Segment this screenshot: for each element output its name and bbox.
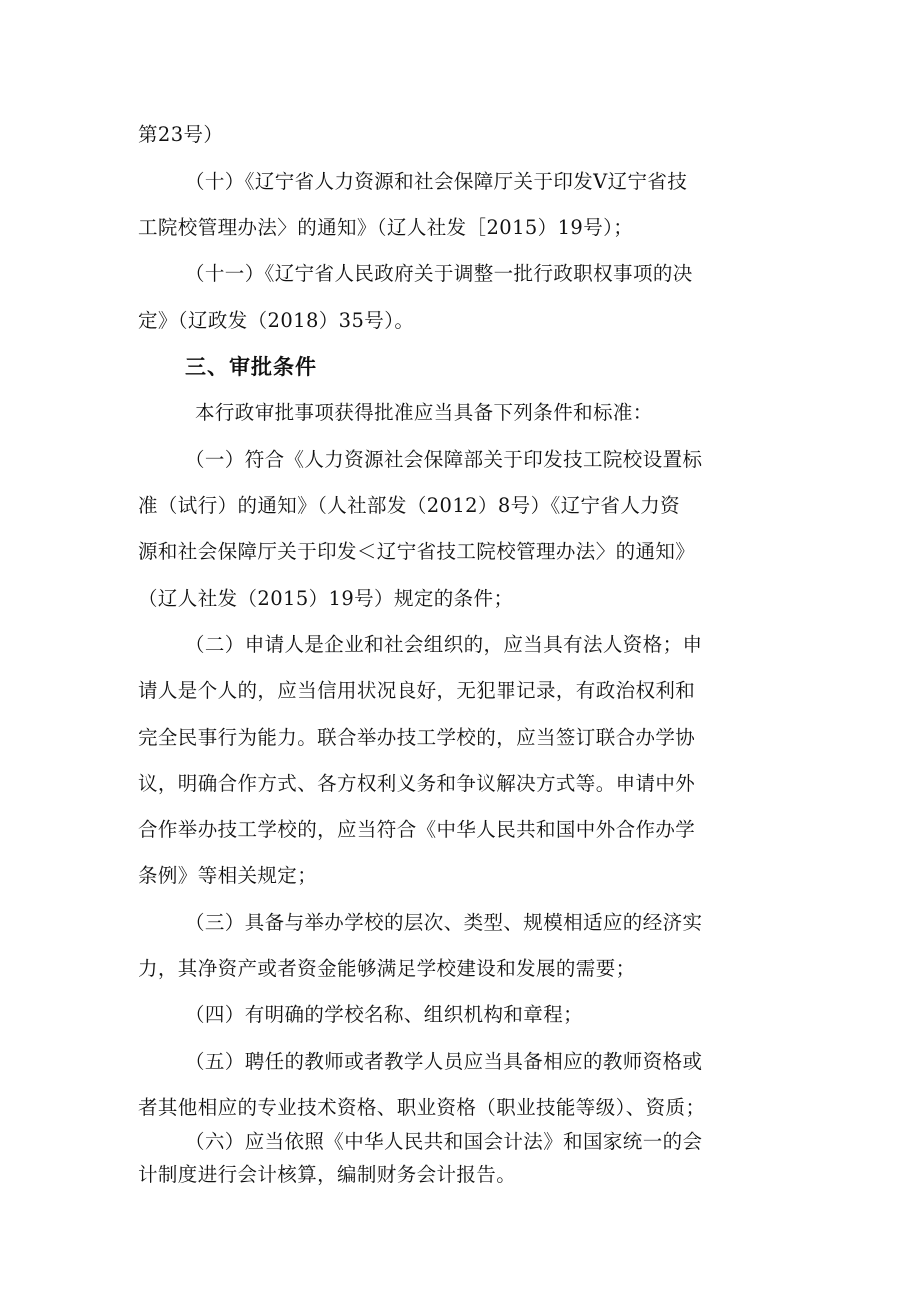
intro-text: 本行政审批事项获得批准应当具备下列条件和标准： — [195, 401, 653, 424]
condition-two-line-3: 完全民事行为能力。联合举办技工学校的，应当签订联合办学协 — [138, 726, 696, 749]
condition-one-line-4: （辽人社发（2015）19号）规定的条件； — [138, 587, 514, 610]
condition-three-line-1: （三）具备与举办学校的层次、类型、规模相适应的经济实 — [185, 911, 703, 934]
text-line: 第23号） — [138, 123, 224, 146]
list-item-eleven-line-2: 定》（辽政发（2018）35号）。 — [138, 309, 415, 332]
condition-one-line-2: 准（试行）的通知》（人社部发（2012）8号）《辽宁省人力资 — [138, 494, 681, 517]
condition-one-line-1: （一）符合《人力资源社会保障部关于印发技工院校设置标 — [185, 448, 703, 471]
condition-two-line-2: 请人是个人的，应当信用状况良好，无犯罪记录，有政治权利和 — [138, 679, 696, 702]
condition-six-line-1: （六）应当依照《中华人民共和国会计法》和国家统一的会 — [185, 1130, 703, 1153]
condition-five-line-1: （五）聘任的教师或者教学人员应当具备相应的教师资格或 — [185, 1050, 703, 1073]
condition-one-line-3: 源和社会保障厅关于印发＜辽宁省技工院校管理办法〉的通知》 — [138, 540, 696, 563]
condition-six-line-2: 计制度进行会计核算，编制财务会计报告。 — [138, 1163, 517, 1186]
list-item-ten-line-2: 工院校管理办法〉的通知》（辽人社发［2015）19号）； — [138, 216, 634, 239]
condition-four: （四）有明确的学校名称、组织机构和章程； — [185, 1003, 584, 1026]
list-item-ten-line-1: （十）《辽宁省人力资源和社会保障厅关于印发Ⅴ辽宁省技 — [185, 170, 688, 193]
section-heading: 三、审批条件 — [185, 355, 317, 379]
condition-two-line-5: 合作举办技工学校的，应当符合《中华人民共和国中外合作办学 — [138, 818, 696, 841]
condition-five-line-2: 者其他相应的专业技术资格、职业资格（职业技能等级）、资质； — [138, 1096, 706, 1119]
condition-two-line-6: 条例》等相关规定； — [138, 864, 318, 887]
condition-two-line-1: （二）申请人是企业和社会组织的，应当具有法人资格；申 — [185, 633, 703, 656]
condition-three-line-2: 力，其净资产或者资金能够满足学校建设和发展的需要； — [138, 957, 636, 980]
list-item-eleven-line-1: （十一）《辽宁省人民政府关于调整一批行政职权事项的决 — [185, 262, 693, 285]
condition-two-line-4: 议，明确合作方式、各方权利义务和争议解决方式等。申请中外 — [138, 772, 696, 795]
